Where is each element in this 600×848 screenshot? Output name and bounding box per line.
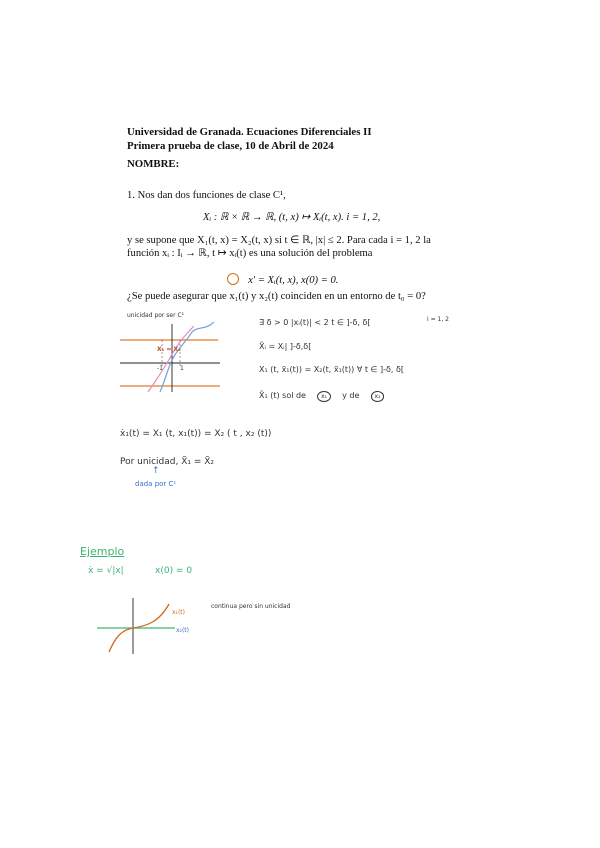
- circle-x2: x₂: [371, 391, 385, 402]
- problem-display-2: x′ = Xᵢ(t, x), x(0) = 0.: [248, 275, 339, 286]
- tick-neg-label: -1: [157, 365, 163, 372]
- y-de-text: y de: [342, 391, 360, 400]
- problem-question: ¿Se puede asegurar que x₁(t) y x₂(t) coinciden en un entorno de t₀ = 0?: [127, 291, 426, 302]
- x1-equals-x2-label: X₁ = X₂: [157, 346, 181, 353]
- sol-de-line: [259, 383, 384, 402]
- problem-display-1: Xᵢ : ℝ × ℝ → ℝ, (t, x) ↦ Xᵢ(t, x). i = 1, 2,: [203, 212, 381, 223]
- por-unicidad-line: Por unicidad, X̃₁ = X̃₂: [120, 457, 215, 467]
- example-equation: ẋ = √|x|: [88, 566, 124, 576]
- tick-pos-label: 1: [180, 365, 184, 372]
- header-line-2: Primera prueba de clase, 10 de Abril de 2024: [127, 139, 334, 152]
- unicidad-label: unicidad por ser C¹: [127, 312, 185, 319]
- x1-curve-label: x₁(t): [172, 609, 185, 616]
- exists-delta-line: ∃ δ > 0 |xᵢ(t)| < 2 t ∈ ]-δ, δ[: [259, 318, 371, 327]
- exam-header: [127, 126, 372, 153]
- orange-circle-mark: [227, 273, 239, 285]
- up-arrow-icon: ↑: [152, 466, 160, 476]
- derivative-line: ẋ₁(t) = X₁ (t, x₁(t)) = X₂ ( t , x₂ (t)): [120, 429, 272, 439]
- sol-de-text: X̃₁ (t) sol de: [259, 391, 306, 400]
- circle-x1: x₁: [317, 391, 331, 402]
- ejemplo-heading: Ejemplo: [80, 545, 125, 558]
- x2-curve-label: x₂(t): [176, 627, 189, 634]
- header-line-1: Universidad de Granada. Ecuaciones Diferenciales II: [127, 126, 372, 138]
- problem-intro: 1. Nos dan dos funciones de clase C¹,: [127, 190, 286, 201]
- dada-por-label: dada por C¹: [135, 480, 177, 488]
- blue-curve: [160, 322, 214, 392]
- sketch-graph-2: [95, 596, 215, 658]
- example-initial-condition: x(0) = 0: [155, 566, 193, 576]
- equality-line: X₁ (t, x̃₁(t)) = X₂(t, x̃₁(t)) ∀ t ∈ ]-δ, δ[: [259, 365, 405, 374]
- problem-line-3: función xᵢ : Iᵢ → ℝ, t ↦ xᵢ(t) es una solución del problema: [127, 248, 373, 259]
- problem-line-2: y se supone que X₁(t, x) = X₂(t, x) si t ∈ ℝ, |x| ≤ 2. Para cada i = 1, 2 la: [127, 235, 431, 246]
- continua-sin-unicidad: continua pero sin unicidad: [211, 603, 291, 610]
- problem-display-2-wrap: [227, 268, 338, 287]
- pink-curve: [148, 326, 194, 392]
- i-range-label: i = 1, 2: [427, 316, 449, 323]
- nombre-label: NOMBRE:: [127, 158, 180, 170]
- tilde-restriction-line: X̃ᵢ = Xᵢ| ]-δ,δ[: [259, 342, 312, 351]
- sketch-graph-1: [118, 318, 238, 393]
